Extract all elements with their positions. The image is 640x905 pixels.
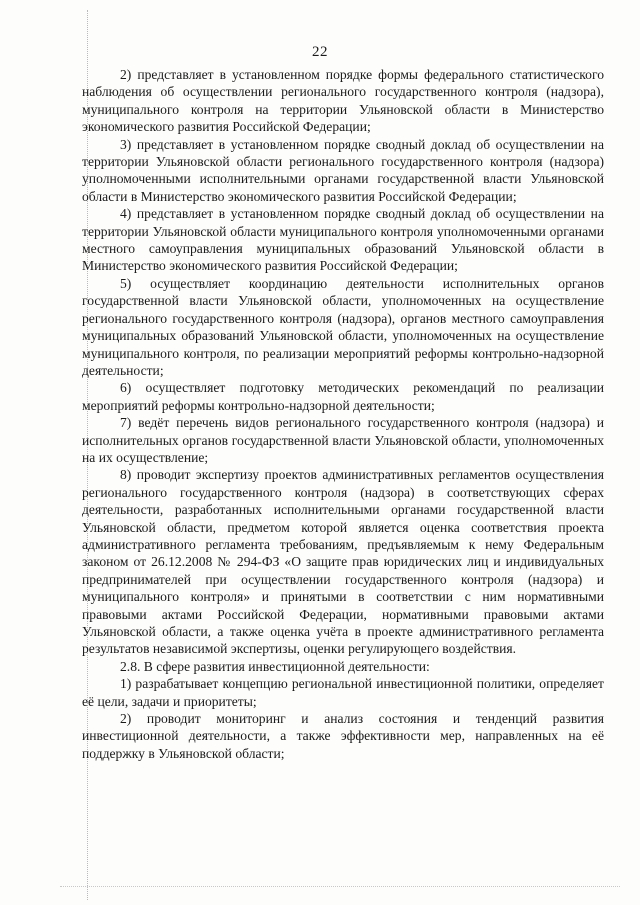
page-number: 22	[312, 44, 328, 60]
document-body	[82, 66, 604, 762]
section-heading: 2.8. В сфере развития инвестиционной деятельности:	[120, 658, 430, 674]
list-item: 1) разрабатывает концепцию региональной инвестиционной политики, определяет её цели, задачи и приоритеты;	[82, 676, 604, 709]
list-item: 3) представляет в установленном порядке сводный доклад об осуществлении на территории Ульяновской области регионального государственного контроля (надзора) уполномоченными исполнительными органами государственной власти Ульяновской области в Министерство экономического развития Российской Федерации;	[82, 136, 604, 204]
scan-artifact-bottom	[60, 886, 620, 887]
list-item: 2) представляет в установленном порядке формы федерального статистического наблюдения об осуществлении регионального государственного контроля (надзора), муниципального контроля на территории Ульяновской области в Министерство экономического развития Российской Федерации;	[82, 67, 604, 135]
list-item: 5) осуществляет координацию деятельности исполнительных органов государственной власти Ульяновской области, уполномоченных на осуществление регионального государственного контроля (надзора), органов местного самоуправления муниципальных образований Ульяновской области, уполномоченных на осуществление муниципального контроля, по реализации мероприятий реформы контрольно-надзорной деятельности;	[82, 275, 604, 378]
list-item: 8) проводит экспертизу проектов административных регламентов осуществления регионального государственного контроля (надзора) в соответствующих сферах деятельности, разработанных исполнительными органами государственной власти Ульяновской области, предметом которой является оценка соответствия проекта административного регламента требованиям, предъявляемым к нему Федеральным законом от 26.12.2008 № 294-ФЗ «О защите прав юридических лиц и индивидуальных предпринимателей при осуществлении государственного контроля (надзора) и муниципального контроля» и принятыми в соответствии с ним нормативными правовыми актами Российской Федерации, нормативными правовыми актами Ульяновской области, а также оценка учёта в проекте административного регламента результатов независимой экспертизы, оценки регулирующего воздействия.	[82, 467, 604, 657]
list-item: 4) представляет в установленном порядке сводный доклад об осуществлении на территории Ульяновской области муниципального контроля уполномоченными органами местного самоуправления муниципальных образований Ульяновской области в Министерство экономического развития Российской Федерации;	[82, 206, 604, 274]
list-item: 2) проводит мониторинг и анализ состояния и тенденций развития инвестиционной деятельности, а также эффективности мер, направленных на её поддержку в Ульяновской области;	[82, 711, 604, 761]
list-item: 7) ведёт перечень видов регионального государственного контроля (надзора) и исполнительных органов государственной власти Ульяновской области, уполномоченных на их осуществление;	[82, 415, 604, 465]
list-item: 6) осуществляет подготовку методических рекомендаций по реализации мероприятий реформы контрольно-надзорной деятельности;	[82, 380, 604, 413]
